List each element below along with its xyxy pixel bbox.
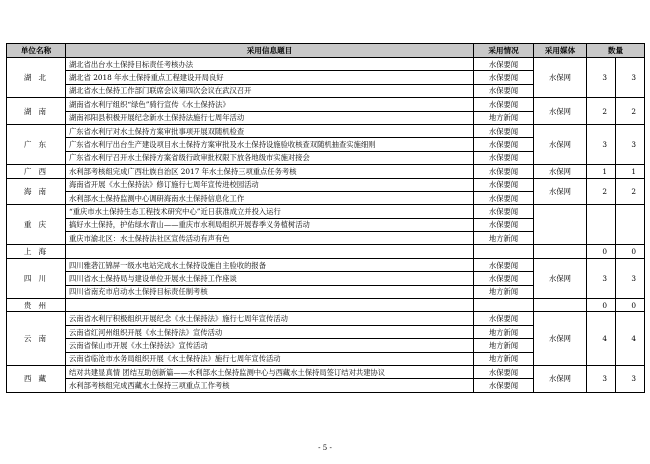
unit-name-cell: 重庆 bbox=[7, 205, 66, 245]
info-title-cell: 四川省水土保持局与建设单位开展水土保持工作座谈 bbox=[66, 272, 474, 285]
unit-name-cell: 湖北 bbox=[7, 58, 66, 98]
status-cell: 水保要闻 bbox=[474, 165, 534, 178]
status-cell: 水保要闻 bbox=[474, 272, 534, 285]
media-cell: 水保网 bbox=[534, 365, 587, 392]
table-row bbox=[7, 299, 645, 312]
info-title-cell: 重庆市渝北区：水土保持法社区宣传活动有声有色 bbox=[66, 232, 474, 245]
count-cell: 2 bbox=[587, 178, 616, 205]
table-row bbox=[7, 205, 645, 218]
table-row bbox=[7, 124, 645, 137]
info-title-cell: 湖北省出台水土保持目标责任考核办法 bbox=[66, 58, 474, 71]
media-cell: 水保网 bbox=[534, 124, 587, 164]
unit-name-cell: 贵州 bbox=[7, 299, 66, 312]
info-title-cell: 水利部考核组完成广西壮族自治区 2017 年水土保持三项重点任务考核 bbox=[66, 165, 474, 178]
status-cell: 水保要闻 bbox=[474, 151, 534, 164]
status-cell: 地方新闻 bbox=[474, 339, 534, 352]
status-cell: 水保要闻 bbox=[474, 84, 534, 97]
table-row bbox=[7, 58, 645, 71]
info-title-cell: 云南省红河州组织开展《水土保持法》宣传活动 bbox=[66, 325, 474, 338]
unit-name-cell: 广东 bbox=[7, 124, 66, 164]
status-cell: 地方新闻 bbox=[474, 352, 534, 365]
table-row bbox=[7, 165, 645, 178]
table-row bbox=[7, 98, 645, 111]
status-cell: 地方新闻 bbox=[474, 325, 534, 338]
table-row bbox=[7, 312, 645, 325]
table-row bbox=[7, 178, 645, 191]
unit-name-cell: 湖南 bbox=[7, 98, 66, 125]
status-cell: 水保要闻 bbox=[474, 138, 534, 151]
table-row bbox=[7, 258, 645, 271]
count-cell: 1 bbox=[587, 165, 616, 178]
info-title-cell: 搞好水土保持，护佑绿水青山——重庆市水利局组织开展春季义务植树活动 bbox=[66, 218, 474, 231]
header-unit: 单位名称 bbox=[7, 44, 66, 58]
info-title-cell: 湖南祁阳县积极开展纪念新水土保持法施行七周年活动 bbox=[66, 111, 474, 124]
count-total-cell: 1 bbox=[616, 165, 645, 178]
header-count: 数量 bbox=[587, 44, 645, 58]
status-cell: 水保要闻 bbox=[474, 258, 534, 271]
count-total-cell: 2 bbox=[616, 178, 645, 205]
table-body bbox=[7, 58, 645, 393]
info-title-cell: 水利部水土保持监测中心调研海南水土保持信息化工作 bbox=[66, 191, 474, 204]
status-cell: 地方新闻 bbox=[474, 285, 534, 298]
count-cell bbox=[587, 205, 616, 245]
count-total-cell: 3 bbox=[616, 258, 645, 298]
info-title-cell: 水利部考核组完成西藏水土保持三项重点工作考核 bbox=[66, 379, 474, 392]
count-cell: 3 bbox=[587, 258, 616, 298]
media-cell: 水保网 bbox=[534, 165, 587, 178]
status-cell bbox=[474, 299, 534, 312]
unit-name-cell: 四川 bbox=[7, 258, 66, 298]
media-cell bbox=[534, 299, 587, 312]
media-cell: 水保网 bbox=[534, 178, 587, 205]
count-cell: 3 bbox=[587, 365, 616, 392]
info-title-cell: 湖北省水土保持工作部门联席会议第四次会议在武汉召开 bbox=[66, 84, 474, 97]
report-table bbox=[6, 43, 645, 393]
header-status: 采用情况 bbox=[474, 44, 534, 58]
media-cell: 水保网 bbox=[534, 258, 587, 298]
count-total-cell: 2 bbox=[616, 98, 645, 125]
table-header-row bbox=[7, 44, 645, 58]
info-title-cell: 四川雅砻江锦屏一级水电站完成水土保持设施自主验收的报备 bbox=[66, 258, 474, 271]
info-title-cell: 云南省临沧市水务局组织开展《水土保持法》施行七周年宣传活动 bbox=[66, 352, 474, 365]
unit-name-cell: 上海 bbox=[7, 245, 66, 258]
media-cell bbox=[534, 245, 587, 258]
count-total-cell: 0 bbox=[616, 245, 645, 258]
status-cell: 水保要闻 bbox=[474, 71, 534, 84]
count-cell: 4 bbox=[587, 312, 616, 366]
count-total-cell: 0 bbox=[616, 299, 645, 312]
status-cell: 水保要闻 bbox=[474, 365, 534, 378]
media-cell: 水保网 bbox=[534, 312, 587, 366]
info-title-cell: 结对共建显真情 团结互助创新篇——水利部水土保持监测中心与西藏水土保持局签订结对共建协议 bbox=[66, 365, 474, 378]
status-cell: 水保要闻 bbox=[474, 312, 534, 325]
status-cell: 地方新闻 bbox=[474, 232, 534, 245]
info-title-cell: 广东省水利厅出台生产建设项目水土保持方案审批及水土保持设施验收核查双随机抽查实施细则 bbox=[66, 138, 474, 151]
media-cell: 水保网 bbox=[534, 98, 587, 125]
status-cell: 水保要闻 bbox=[474, 58, 534, 71]
info-title-cell: 海南省开展《水土保持法》修订施行七周年宣传进校园活动 bbox=[66, 178, 474, 191]
unit-name-cell: 西藏 bbox=[7, 365, 66, 392]
count-cell: 0 bbox=[587, 245, 616, 258]
info-title-cell: 广东省水利厅召开水土保持方案省级行政审批权限下放各地级市实施对接会 bbox=[66, 151, 474, 164]
count-cell: 0 bbox=[587, 299, 616, 312]
header-media: 采用媒体 bbox=[534, 44, 587, 58]
table-row bbox=[7, 365, 645, 378]
count-cell: 3 bbox=[587, 58, 616, 98]
info-title-cell bbox=[66, 299, 474, 312]
status-cell: 地方新闻 bbox=[474, 111, 534, 124]
status-cell: 水保要闻 bbox=[474, 124, 534, 137]
info-title-cell bbox=[66, 245, 474, 258]
info-title-cell: 四川省南充市启动水土保持目标责任制考核 bbox=[66, 285, 474, 298]
info-title-cell: “重庆市水土保持生态工程技术研究中心”近日获准成立并投入运行 bbox=[66, 205, 474, 218]
unit-name-cell: 海南 bbox=[7, 178, 66, 205]
status-cell: 水保要闻 bbox=[474, 205, 534, 218]
media-cell: 水保网 bbox=[534, 58, 587, 98]
header-title: 采用信息题目 bbox=[66, 44, 474, 58]
info-title-cell: 广东省水利厅对水土保持方案审批事项开展双随机检查 bbox=[66, 124, 474, 137]
count-total-cell: 3 bbox=[616, 124, 645, 164]
unit-name-cell: 广西 bbox=[7, 165, 66, 178]
count-cell: 2 bbox=[587, 98, 616, 125]
status-cell: 水保要闻 bbox=[474, 98, 534, 111]
count-total-cell: 3 bbox=[616, 365, 645, 392]
count-total-cell: 4 bbox=[616, 312, 645, 366]
page-number: - 5 - bbox=[318, 444, 332, 452]
status-cell: 水保要闻 bbox=[474, 379, 534, 392]
info-title-cell: 云南省保山市开展《水土保持法》宣传活动 bbox=[66, 339, 474, 352]
status-cell: 水保要闻 bbox=[474, 191, 534, 204]
status-cell: 水保要闻 bbox=[474, 178, 534, 191]
info-title-cell: 湖南省水利厅组织“绿色”骑行宣传《水土保持法》 bbox=[66, 98, 474, 111]
table-row bbox=[7, 245, 645, 258]
status-cell bbox=[474, 245, 534, 258]
count-total-cell: 3 bbox=[616, 58, 645, 98]
status-cell: 水保要闻 bbox=[474, 218, 534, 231]
count-cell: 3 bbox=[587, 124, 616, 164]
unit-name-cell: 云南 bbox=[7, 312, 66, 366]
media-cell bbox=[534, 205, 587, 245]
info-title-cell: 湖北省 2018 年水土保持重点工程建设开局良好 bbox=[66, 71, 474, 84]
info-title-cell: 云南省水利厅积极组织开展纪念《水土保持法》施行七周年宣传活动 bbox=[66, 312, 474, 325]
count-total-cell bbox=[616, 205, 645, 245]
